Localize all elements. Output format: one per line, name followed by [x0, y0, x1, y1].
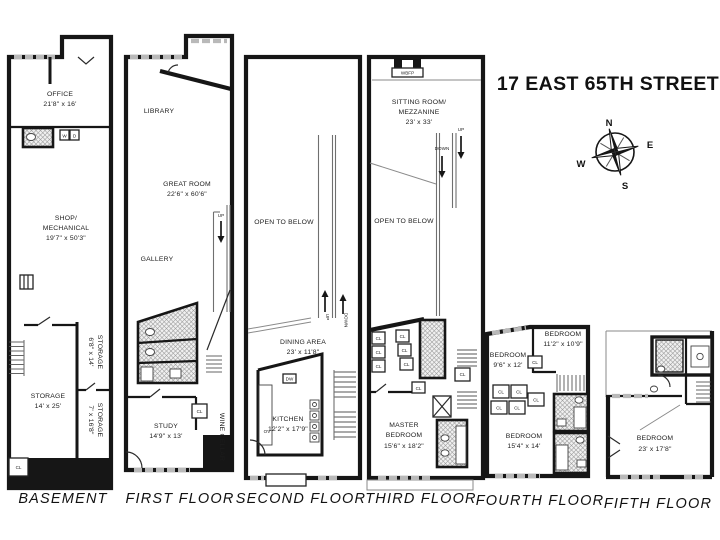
- closet-label: CL: [415, 386, 422, 391]
- study-room-label: STUDY: [153, 423, 179, 430]
- elevator: [433, 396, 451, 417]
- shop-room-label: SHOP/: [54, 215, 78, 222]
- up-label: UP: [217, 213, 225, 218]
- shop-room-label2: MECHANICAL: [42, 225, 90, 232]
- closet-label: CL: [516, 389, 522, 395]
- bedroom-s-label: BEDROOM: [505, 433, 543, 440]
- storage-upper-dim: 6'8" x 14': [87, 337, 94, 367]
- fireplace-label: WBFP: [400, 70, 415, 76]
- closet-label: CL: [459, 372, 466, 377]
- oven-label: OV: [263, 429, 271, 434]
- sitting-room-label2: MEZZANINE: [398, 109, 440, 116]
- kitchen-room-label: KITCHEN: [272, 416, 304, 423]
- basement-plan: [9, 37, 111, 507]
- second-floor-label: SECOND FLOOR: [235, 491, 367, 507]
- closet-label: CL: [375, 364, 382, 369]
- first-floor-plan: [125, 36, 234, 507]
- gallery-room-label: GALLERY: [140, 256, 174, 263]
- dining-room-label: DINING AREA: [279, 339, 327, 346]
- open-to-below-label: OPEN TO BELOW: [374, 218, 434, 225]
- great-room-label: GREAT ROOM: [163, 181, 211, 188]
- fifth-floor-plan: [604, 331, 712, 512]
- third-floor-label: THIRD FLOOR: [365, 491, 477, 507]
- closet-label: CL: [375, 336, 382, 341]
- second-floor-plan: [236, 57, 366, 507]
- fifth-floor-label: FIFTH FLOOR: [603, 496, 713, 512]
- compass-south-label: S: [621, 181, 629, 192]
- fourth-floor-plan: [476, 327, 605, 509]
- down-label: DOWN: [343, 312, 349, 328]
- shop-room-dim: 19'7" x 50'3": [46, 235, 86, 242]
- closet-label: CL: [498, 389, 504, 395]
- first-floor-label: FIRST FLOOR: [125, 491, 235, 507]
- closet-label: CL: [399, 334, 406, 339]
- master-bedroom-label: MASTER: [389, 422, 419, 429]
- bedroom-ne-dim: 11'2" x 10'9": [543, 341, 583, 348]
- up-label: UP: [325, 313, 330, 321]
- sitting-room-label: SITTING ROOM/: [391, 99, 447, 106]
- dishwasher-label: DW: [285, 376, 294, 382]
- fourth-floor-label: FOURTH FLOOR: [475, 493, 605, 509]
- storage-lower-dim: 7' x 16'8": [87, 405, 94, 435]
- closet-label: CL: [533, 397, 539, 403]
- kitchen-room-dim: 12'2" x 17'9": [268, 426, 308, 433]
- sitting-room-dim: 23' x 33': [405, 119, 433, 126]
- compass-rose-icon: [577, 118, 654, 192]
- up-label: UP: [457, 127, 465, 132]
- wine-cellar-label: WINE CELLAR: [218, 412, 225, 462]
- closet-label: CL: [375, 350, 382, 355]
- great-room-dim: 22'6" x 60'6": [167, 191, 207, 198]
- office-room-dim: 21'8" x 16': [43, 101, 77, 108]
- third-floor-plan: [365, 57, 483, 507]
- office-room-label: OFFICE: [46, 91, 74, 98]
- storage-main-dim: 14' x 25': [34, 403, 62, 410]
- bedroom-label: BEDROOM: [636, 435, 674, 442]
- down-label: DOWN: [434, 146, 450, 151]
- page-title: 17 EAST 65TH STREET: [496, 73, 720, 95]
- compass-east-label: E: [646, 140, 654, 151]
- master-bedroom-label2: BEDROOM: [385, 432, 423, 439]
- storage-main-label: STORAGE: [30, 393, 66, 400]
- bedroom-w-label: BEDROOM: [489, 352, 527, 359]
- storage-upper-label: STORAGE: [96, 334, 103, 370]
- dining-room-dim: 23' x 11'8": [286, 349, 320, 356]
- open-to-below-label: OPEN TO BELOW: [254, 219, 314, 226]
- washer-label: W: [62, 133, 67, 139]
- closet-label: CL: [532, 360, 538, 365]
- bedroom-ne-label: BEDROOM: [544, 331, 582, 338]
- bedroom-s-dim: 15'4" x 14': [507, 443, 541, 450]
- basement-floor-label: BASEMENT: [18, 491, 108, 507]
- compass-west-label: W: [576, 159, 586, 170]
- closet-label: CL: [196, 409, 203, 414]
- closet-label: CL: [403, 362, 410, 367]
- bedroom-w-dim: 9'6" x 12': [493, 362, 523, 369]
- study-room-dim: 14'9" x 13': [149, 433, 183, 440]
- storage-lower-label: STORAGE: [96, 402, 103, 438]
- master-bedroom-dim: 15'6" x 18'2": [384, 443, 424, 450]
- fifth-stairs: [696, 382, 711, 402]
- compass-north-label: N: [605, 118, 613, 129]
- library-room-label: LIBRARY: [143, 108, 175, 115]
- closet-label: CL: [496, 405, 502, 411]
- closet-label: CL: [401, 348, 408, 353]
- dryer-label: D: [72, 133, 77, 139]
- closet-label: CL: [514, 405, 520, 411]
- closet-label: CL: [15, 465, 22, 470]
- bedroom-dim: 23' x 17'8": [638, 446, 672, 453]
